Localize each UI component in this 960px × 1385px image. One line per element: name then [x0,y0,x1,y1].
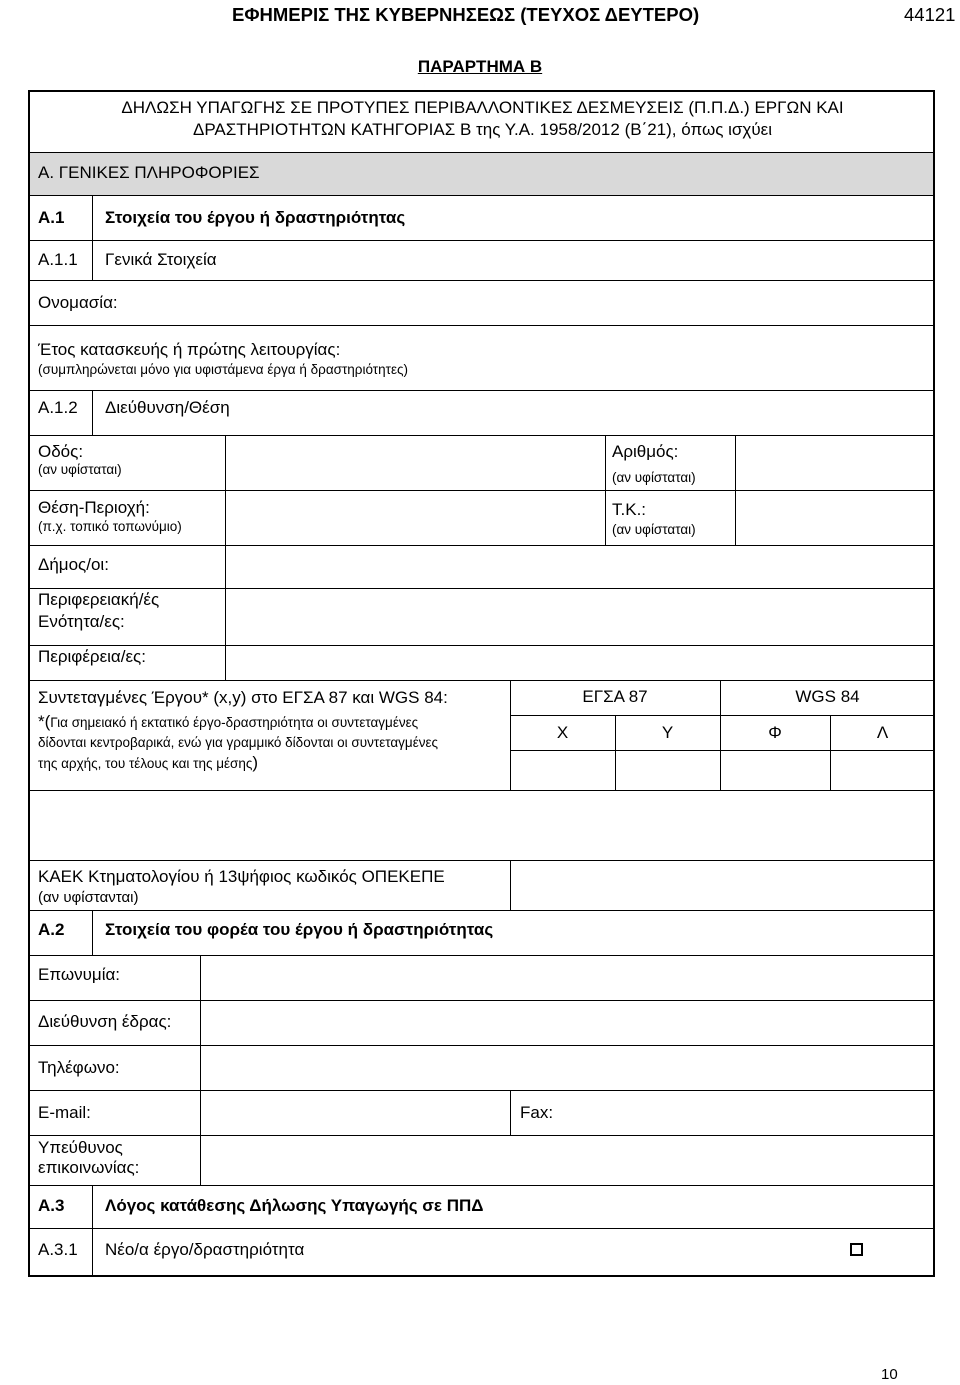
form-title-line-2: ΔΡΑΣΤΗΡΙΟΤΗΤΩΝ ΚΑΤΗΓΟΡΙΑΣ Β της Υ.Α. 1958/2012 (Β΄21), όπως ισχύει [193,120,772,139]
a1-title: Στοιχεία του έργου ή δραστηριότητας [105,208,406,227]
street-note: (αν υφίσταται) [38,462,122,477]
coord-lambda-field [831,751,933,789]
area-note: (π.χ. τοπικό τοπωνύμιο) [38,519,182,534]
area-label: Θέση-Περιοχή: [38,498,150,517]
coord-y-field [616,751,719,789]
postal-code-field [736,491,933,544]
note-open-paren: *( [38,712,51,731]
horizontal-rule [28,790,935,791]
coord-phi-field [721,751,829,789]
horizontal-rule [28,240,935,241]
coord-phi-header: Φ [768,723,782,742]
name-label: Ονομασία: [38,293,118,312]
a3-code: Α.3 [38,1196,65,1215]
hq-address-field [201,1001,933,1044]
a2-code: Α.2 [38,920,65,939]
regional-unit-label-1: Περιφερειακή/ές [38,590,160,609]
wgs84-header: WGS 84 [795,687,860,706]
a1-1-title: Γενικά Στοιχεία [105,250,217,269]
coord-lambda-header: Λ [876,723,889,742]
annex-title: ΠΑΡΑΡΤΗΜΑ Β [417,57,543,76]
note-close-paren: ) [252,753,259,772]
number-field [736,436,933,489]
year-field [470,327,930,389]
region-field [226,646,933,679]
municipality-field [226,546,933,587]
horizontal-rule [28,1228,935,1229]
region-label: Περιφέρεια/ες: [38,647,146,666]
coordinates-note-line-2: δίδονται κεντροβαρικά, ενώ για γραμμικό δίδονται οι συντεταγμένες [38,735,438,750]
a1-code: Α.1 [38,208,65,227]
vertical-rule [92,1185,93,1276]
a1-2-title: Διεύθυνση/Θέση [105,398,230,417]
area-field [226,491,604,544]
number-note: (αν υφίσταται) [612,470,696,485]
horizontal-rule [510,715,935,716]
regional-unit-label-2: Ενότητα/ες: [38,612,125,631]
contact-person-label-1: Υπεύθυνος [38,1138,123,1157]
note-text-1: Για σημειακό ή εκτατικό έργο-δραστηριότητα οι συντεταγμένες [50,715,419,730]
note-text-3: της αρχής, του τέλους και της μέσης [38,756,253,771]
page-number: 10 [881,1366,898,1383]
horizontal-rule [28,910,935,911]
street-field [226,436,604,489]
coord-y-header: Υ [661,723,674,742]
a3-1-title: Νέο/α έργο/δραστηριότητα [105,1240,305,1259]
vertical-rule [92,390,93,435]
fax-field [560,1091,933,1134]
phone-label: Τηλέφωνο: [38,1058,120,1077]
kaek-label: ΚΑΕΚ Κτηματολογίου ή 13ψήφιος κωδικός ΟΠΕΚΕΠΕ [38,867,445,886]
contact-person-label-2: επικοινωνίας: [38,1158,140,1177]
a1-1-code: Α.1.1 [38,250,78,269]
company-name-label: Επωνυμία: [38,965,121,984]
new-project-checkbox[interactable] [850,1243,863,1256]
horizontal-rule [28,195,935,196]
horizontal-rule [28,325,935,326]
horizontal-rule [28,680,935,681]
a3-1-code: Α.3.1 [38,1240,78,1259]
coordinates-label: Συντεταγμένες Έργου* (x,y) στο ΕΓΣΑ 87 και WGS 84: [38,688,448,707]
contact-person-field [201,1136,933,1184]
vertical-rule [92,910,93,955]
kaek-field [511,861,933,909]
a2-title: Στοιχεία του φορέα του έργου ή δραστηριότητας [105,920,494,939]
number-label: Αριθμός: [612,442,679,461]
a3-title: Λόγος κατάθεσης Δήλωσης Υπαγωγής σε ΠΠΔ [105,1196,484,1215]
year-label: Έτος κατασκευής ή πρώτης λειτουργίας: [38,340,341,359]
vertical-rule [605,435,606,545]
fax-label: Fax: [520,1103,554,1122]
egsa87-header: ΕΓΣΑ 87 [582,687,648,706]
coordinates-note-line-1 [38,714,418,731]
horizontal-rule [28,280,935,281]
email-label: E-mail: [38,1103,91,1122]
company-name-field [201,956,933,999]
coordinates-note-line-3 [38,755,258,772]
horizontal-rule [28,390,935,391]
form-title-line-1: ΔΗΛΩΣΗ ΥΠΑΓΩΓΗΣ ΣΕ ΠΡΟΤΥΠΕΣ ΠΕΡΙΒΑΛΛΟΝΤΙΚΕΣ ΔΕΣΜΕΥΣΕΙΣ (Π.Π.Δ.) ΕΡΓΩΝ ΚΑΙ [121,98,844,117]
coord-x-field [511,751,614,789]
gazette-page-ref: 44121 [904,4,956,25]
email-field [201,1091,509,1134]
horizontal-rule [28,152,935,153]
phone-field [201,1046,933,1089]
postal-code-label: Τ.Κ.: [612,500,647,519]
gazette-header-title: ΕΦΗΜΕΡΙΣ ΤΗΣ ΚΥΒΕΡΝΗΣΕΩΣ (ΤΕΥΧΟΣ ΔΕΥΤΕΡΟ) [232,4,700,25]
postal-code-note: (αν υφίσταται) [612,522,696,537]
a1-2-code: Α.1.2 [38,398,78,417]
regional-unit-field [226,589,933,644]
municipality-label: Δήμος/οι: [38,555,109,574]
vertical-rule [92,195,93,280]
name-field [130,282,930,324]
horizontal-rule [28,1185,935,1186]
kaek-note: (αν υφίστανται) [38,889,139,906]
vertical-rule [510,1090,511,1135]
coord-x-header: Χ [556,723,569,742]
section-a-heading: Α. ΓΕΝΙΚΕΣ ΠΛΗΡΟΦΟΡΙΕΣ [38,163,260,182]
year-note: (συμπληρώνεται μόνο για υφιστάμενα έργα ή δραστηριότητες) [38,362,408,377]
hq-address-label: Διεύθυνση έδρας: [38,1012,172,1031]
street-label: Οδός: [38,442,84,461]
